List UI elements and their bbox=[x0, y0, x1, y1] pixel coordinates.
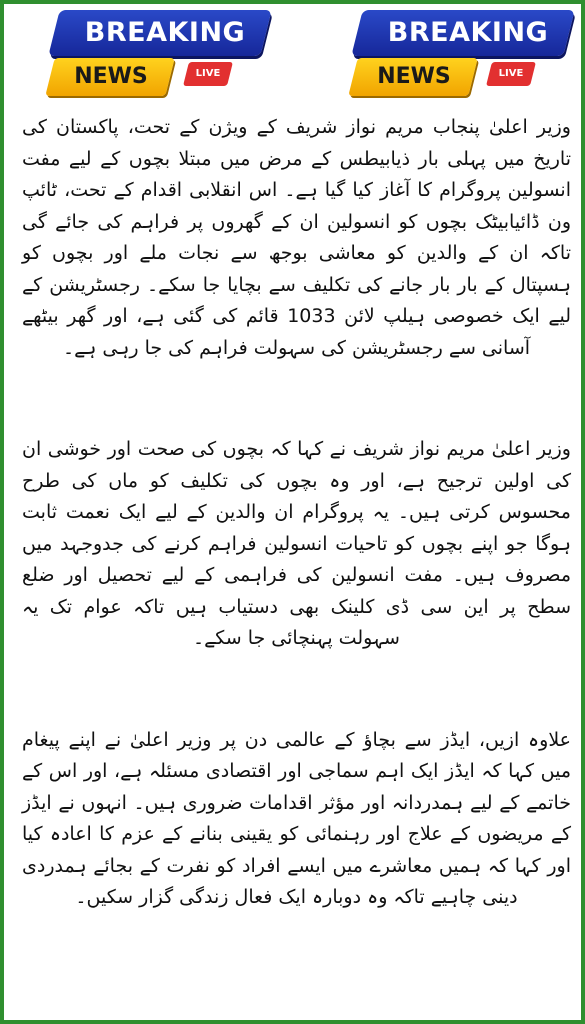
article-paragraph-3: علاوہ ازیں، ایڈز سے بچاؤ کے عالمی دن پر وزیر اعلیٰ نے اپنے پیغام میں کہا کہ ایڈز ایک اہم سماجی اور اقتصادی مسئلہ ہے، اور اس کے خاتمے کے لیے ہمدردانہ اور مؤثر اقدامات ضروری ہیں۔ انہوں نے ایڈز کے مریضوں کے علاج اور رہنمائی کو یقینی بنانے کے عزم کا اعادہ کیا اور کہا کہ ہمیں معاشرے میں ایسے افراد کو نفرت کے بجائے ہمدردی دینی چاہیے تاکہ وہ دوبارہ ایک فعال زندگی گزار سکیں۔ bbox=[22, 728, 571, 908]
news-label: NEWS bbox=[74, 64, 148, 89]
breaking-news-banner-right bbox=[319, 10, 579, 102]
article-paragraph-1: وزیر اعلیٰ پنجاب مریم نواز شریف کے ویژن کے تحت، پاکستان کی تاریخ میں پہلی بار ذیابیطس کے مرض میں مبتلا بچوں کے لیے مفت انسولین پروگرام کا آغاز کیا گیا ہے۔ اس انقلابی اقدام کے تحت، ٹائپ ون ڈائیابیٹک بچوں کو انسولین ان کے گھروں پر فراہم کی جائے گی تاکہ ان کے والدین کو معاشی بوجھ سے نجات ملے اور بچوں کو ہسپتال کے بار بار جانے کی تکلیف سے بچایا جا سکے۔ رجسٹریشن کے لیے ایک خصوصی ہیلپ لائن 1033 قائم کی گئی ہے، اور گھر بیٹھے آسانی سے رجسٹریشن کی سہولت فراہم کی جا رہی ہے۔ bbox=[22, 116, 571, 359]
live-badge: LIVE bbox=[195, 68, 221, 79]
breaking-news-banner-left bbox=[16, 10, 276, 102]
article-body bbox=[22, 112, 571, 914]
article-paragraph-2: وزیر اعلیٰ مریم نواز شریف نے کہا کہ بچوں کی صحت اور خوشی ان کی اولین ترجیح ہے، اور وہ بچوں کی تکلیف کو ماں کی طرح محسوس کرتی ہیں۔ یہ پروگرام ان والدین کے لیے ایک نعمت ثابت ہوگا جو اپنے بچوں کو تاحیات انسولین فراہم کرنے کی جدوجہد میں مصروف ہیں۔ مفت انسولین کی فراہمی کے لیے تحصیل اور ضلع سطح پر این سی ڈی کلینک بھی دستیاب ہیں تاکہ عوام تک یہ سہولت پہنچائی جا سکے۔ bbox=[22, 438, 571, 649]
live-badge: LIVE bbox=[498, 68, 524, 79]
breaking-label: BREAKING bbox=[84, 17, 246, 48]
breaking-label: BREAKING bbox=[387, 17, 549, 48]
news-label: NEWS bbox=[377, 64, 451, 89]
